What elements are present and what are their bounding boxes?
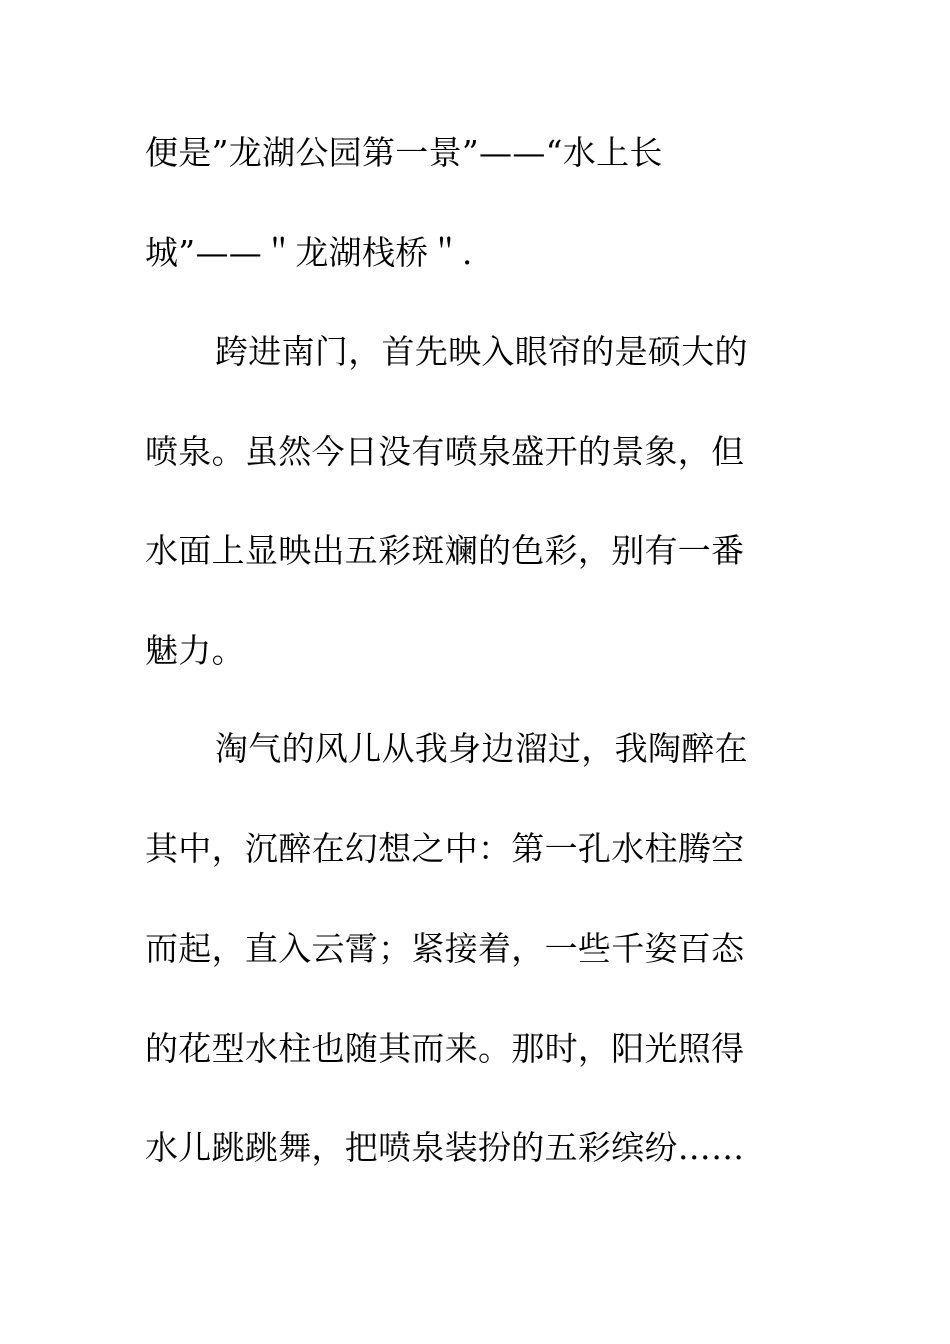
text-line: 水儿跳跳舞，把喷泉装扮的五彩缤纷……	[145, 1128, 745, 1167]
text-line: 城”——＂龙湖栈桥＂.	[145, 233, 473, 272]
text-line: 喷泉。虽然今日没有喷泉盛开的景象，但	[145, 432, 745, 471]
text-line: 魅力。	[145, 631, 245, 670]
text-line: 其中，沉醉在幻想之中：第一孔水柱腾空	[145, 829, 745, 868]
text-line: 而起，直入云霄；紧接着，一些千姿百态	[145, 929, 745, 968]
text-line: 的花型水柱也随其而来。那时，阳光照得	[145, 1029, 745, 1068]
text-line: 跨进南门，首先映入眼帘的是硕大的	[215, 332, 748, 371]
text-line: 淘气的风儿从我身边溜过，我陶醉在	[215, 729, 748, 768]
text-line: 便是”龙湖公园第一景”——“水上长	[145, 133, 663, 172]
text-line: 水面上显映出五彩斑斓的色彩，别有一番	[145, 531, 745, 570]
